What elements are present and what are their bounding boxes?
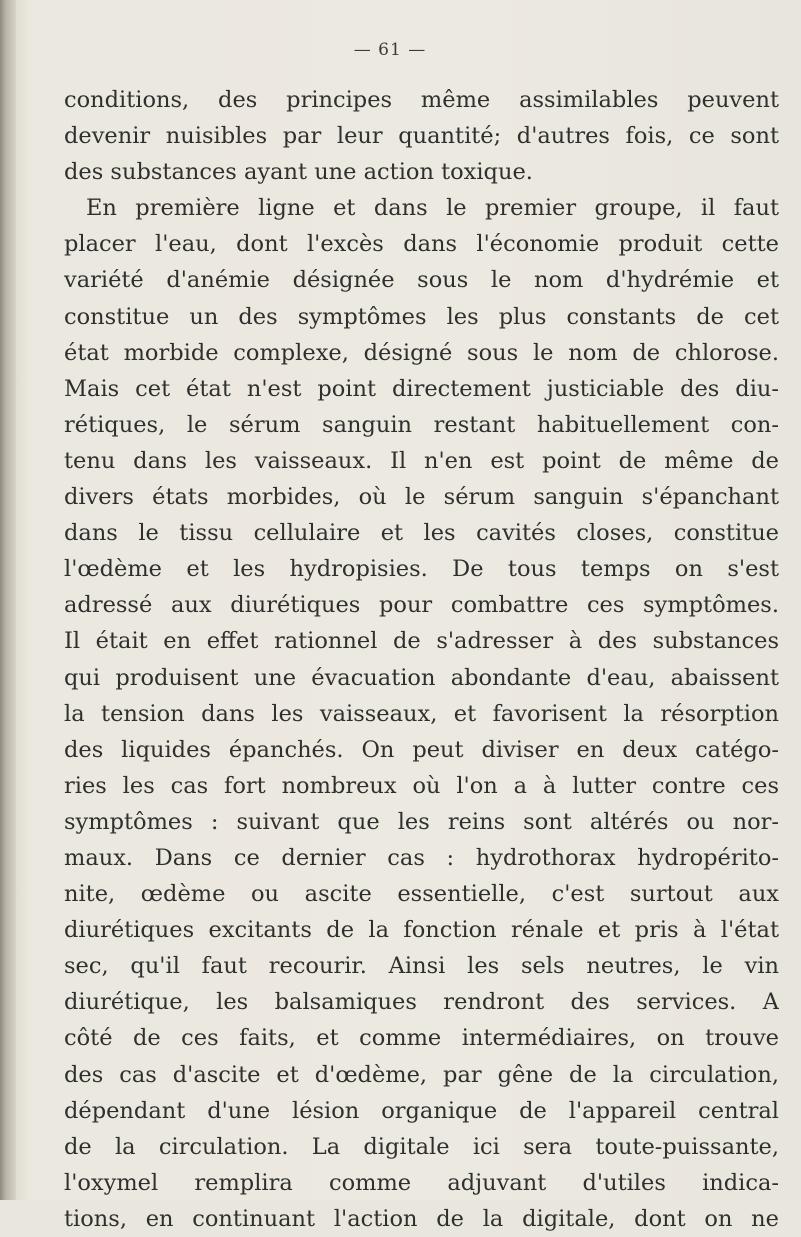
text-line: symptômes : suivant que les reins sont altérés ou nor-: [64, 808, 779, 835]
text-line: rétiques, le sérum sanguin restant habituellement con-: [64, 411, 779, 438]
text-line: tenu dans les vaisseaux. Il n'en est point de même de: [64, 447, 779, 474]
text-line: des liquides épanchés. On peut diviser en deux catégo-: [64, 736, 779, 763]
text-line: dépendant d'une lésion organique de l'appareil central: [64, 1097, 779, 1124]
text-line: l'oxymel remplira comme adjuvant d'utiles indica-: [64, 1169, 779, 1196]
text-line: Il était en effet rationnel de s'adresser à des substances: [64, 628, 779, 655]
text-line: ries les cas fort nombreux où l'on a à lutter contre ces: [64, 772, 779, 799]
text-line: qui produisent une évacuation abondante d'eau, abaissent: [64, 664, 779, 691]
text-line: des cas d'ascite et d'œdème, par gêne de la circulation,: [64, 1061, 779, 1088]
text-line: En première ligne et dans le premier groupe, il faut: [86, 195, 779, 222]
text-line: la tension dans les vaisseaux, et favorisent la résorption: [64, 700, 779, 727]
text-line: variété d'anémie désignée sous le nom d'hydrémie et: [64, 267, 779, 294]
text-line: Mais cet état n'est point directement justiciable des diu-: [64, 375, 779, 402]
text-line: état morbide complexe, désigné sous le nom de chlorose.: [64, 339, 779, 366]
text-line: des substances ayant une action toxique.: [64, 159, 533, 186]
text-line: constitue un des symptômes les plus constants de cet: [64, 303, 779, 330]
text-line: devenir nuisibles par leur quantité; d'autres fois, ce sont: [64, 123, 779, 150]
text-line: tions, en continuant l'action de la digitale, dont on ne: [64, 1205, 779, 1232]
page-gutter: [0, 0, 16, 1200]
text-line: adressé aux diurétiques pour combattre ces symptômes.: [64, 592, 779, 619]
text-line: nite, œdème ou ascite essentielle, c'est surtout aux: [64, 881, 779, 908]
text-line: divers états morbides, où le sérum sanguin s'épanchant: [64, 484, 779, 511]
text-line: côté de ces faits, et comme intermédiaires, on trouve: [64, 1025, 779, 1052]
body-text: [64, 82, 779, 1237]
text-line: diurétique, les balsamiques rendront des services. A: [64, 989, 779, 1016]
text-line: placer l'eau, dont l'excès dans l'économie produit cette: [64, 231, 779, 258]
text-line: dans le tissu cellulaire et les cavités closes, constitue: [64, 520, 779, 547]
text-line: l'œdème et les hydropisies. De tous temps on s'est: [64, 556, 779, 583]
text-line: sec, qu'il faut recourir. Ainsi les sels neutres, le vin: [64, 953, 779, 980]
text-line: diurétiques excitants de la fonction rénale et pris à l'état: [64, 917, 779, 944]
page-number: — 61 —: [353, 40, 427, 60]
text-line: de la circulation. La digitale ici sera toute-puissante,: [64, 1133, 779, 1160]
text-line: maux. Dans ce dernier cas : hydrothorax hydropérito-: [64, 844, 779, 871]
text-line: conditions, des principes même assimilables peuvent: [64, 87, 779, 113]
